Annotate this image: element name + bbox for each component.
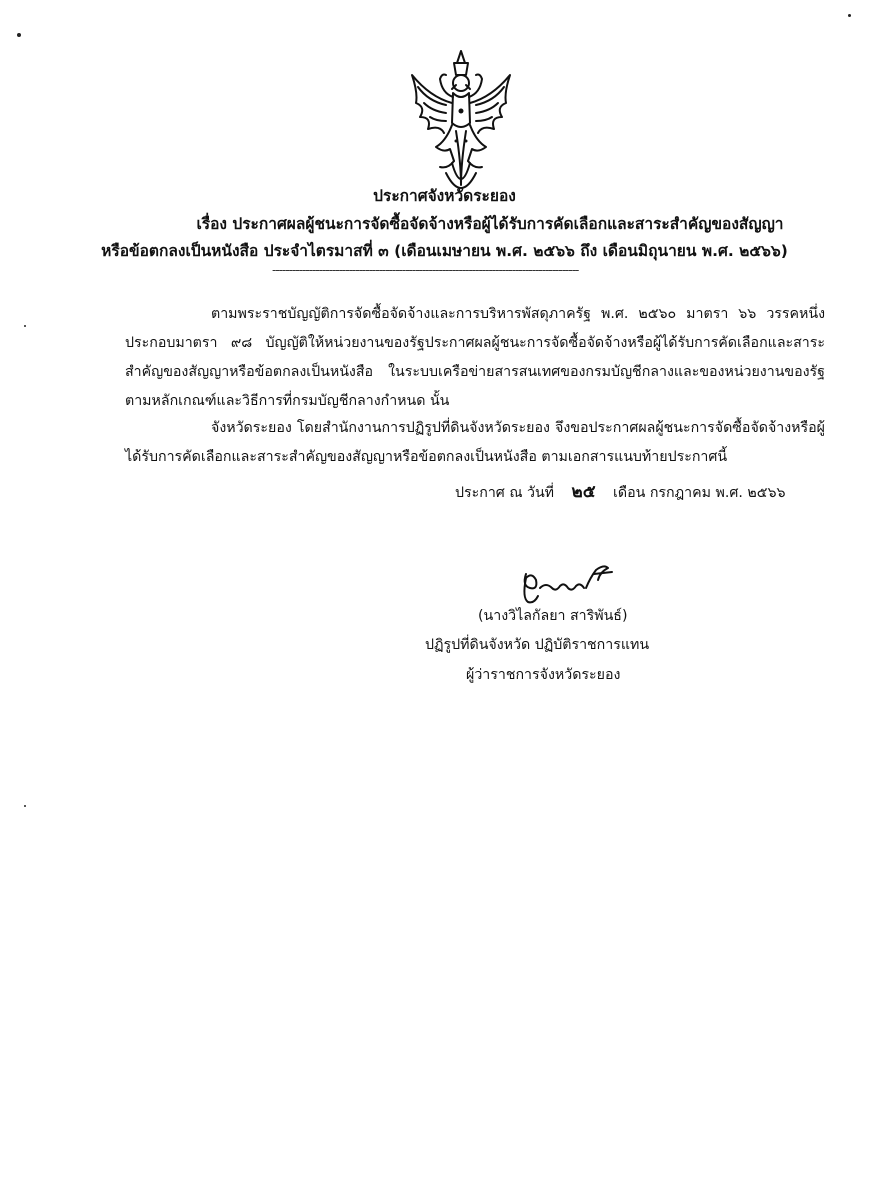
scan-speck xyxy=(24,325,26,327)
scan-speck xyxy=(848,14,851,17)
date-suffix: เดือน กรกฎาคม พ.ศ. ๒๕๖๖ xyxy=(613,485,786,501)
title-separator: -------------------------------------------------------------------------------------------- xyxy=(272,263,579,277)
signer-name: (นางวิไลกัลยา สาริพันธ์) xyxy=(478,608,628,624)
signer-acting-for: ผู้ว่าราชการจังหวัดระยอง xyxy=(466,667,621,683)
body-paragraph-1: ตามพระราชบัญญัติการจัดซื้อจัดจ้างและการบริหารพัสดุภาครัฐ พ.ศ. ๒๕๖๐ มาตรา ๖๖ วรรคหนึ่ง ประกอบมาตรา ๙๘ บัญญัติให้หน่วยงานของรัฐประกาศผลผู้ชนะการจัดซื้อจัดจ้างหรือผู้ได้รับการคัดเลือกและสาระสำคัญของสัญญาหรือข้อตกลงเป็นหนังสือ ในระบบเครือข่ายสารสนเทศของกรมบัญชีกลางและของหน่วยงานของรัฐตามหลักเกณฑ์และวิธีการที่กรมบัญชีกลางกำหนด นั้น xyxy=(125,306,825,409)
body-paragraph-2: จังหวัดระยอง โดยสำนักงานการปฏิรูปที่ดินจังหวัดระยอง จึงขอประกาศผลผู้ชนะการจัดซื้อจัดจ้างหรือผู้ได้รับการคัดเลือกและสาระสำคัญของสัญญาหรือข้อตกลงเป็นหนังสือ ตามเอกสารแนบท้ายประกาศนี้ xyxy=(125,420,825,465)
scan-speck xyxy=(17,33,21,37)
date-line xyxy=(455,478,785,505)
signer-position: ปฏิรูปที่ดินจังหวัด ปฏิบัติราชการแทน xyxy=(425,637,650,653)
date-prefix: ประกาศ ณ วันที่ xyxy=(455,485,555,501)
date-day: ๒๕ xyxy=(571,482,596,502)
subject-line-1: เรื่อง ประกาศผลผู้ชนะการจัดซื้อจัดจ้างหรือผู้ได้รับการคัดเลือกและสาระสำคัญของสัญญา xyxy=(196,215,784,233)
subject-line-2: หรือข้อตกลงเป็นหนังสือ ประจำไตรมาสที่ ๓ (เดือนเมษายน พ.ศ. ๒๕๖๖ ถึง เดือนมิถุนายน พ.ศ. ๒๕๖๖) xyxy=(101,242,788,260)
garuda-emblem-icon xyxy=(406,45,516,205)
scan-speck xyxy=(24,805,26,807)
announcement-title: ประกาศจังหวัดระยอง xyxy=(373,187,516,205)
handwritten-signature xyxy=(508,558,618,606)
